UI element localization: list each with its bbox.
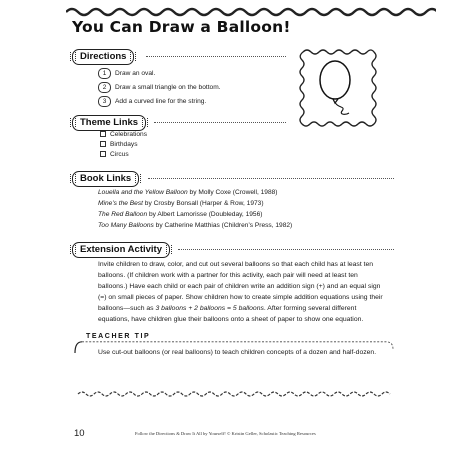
book-item <box>98 198 292 209</box>
directions-rule <box>146 56 286 57</box>
step-number: 3 <box>98 96 111 107</box>
step-text: Add a curved line for the string. <box>115 97 207 105</box>
book-title: The Red Balloon <box>98 211 148 218</box>
step-number: 1 <box>98 68 111 79</box>
theme-links-list <box>98 130 147 159</box>
checkbox-icon <box>100 151 106 157</box>
activity-equation: 3 balloons + 2 balloons = 5 balloons <box>155 305 264 312</box>
step-text: Draw an oval. <box>115 69 156 77</box>
step-item <box>98 80 221 94</box>
step-number: 2 <box>98 82 111 93</box>
page-number: 10 <box>74 428 85 439</box>
balloon-illustration <box>298 48 378 128</box>
book-links-heading: Book Links <box>72 171 139 187</box>
theme-link-text: Circus <box>110 150 129 158</box>
book-item <box>98 220 292 231</box>
book-details: by Crosby Bonsall (Harper & Row, 1973) <box>142 200 264 207</box>
list-item <box>98 150 147 160</box>
extension-activity-text <box>98 259 386 325</box>
checkbox-icon <box>100 131 106 137</box>
directions-heading: Directions <box>72 49 134 65</box>
book-title: Mine’s the Best <box>98 200 143 207</box>
step-item <box>98 94 221 108</box>
teacher-tip-text: Use cut-out balloons (or real balloons) to teach children concepts of a dozen and half-dozen. <box>98 349 377 356</box>
balloon-oval <box>320 61 350 99</box>
book-title: Louella and the Yellow Balloon <box>98 189 188 196</box>
theme-links-heading: Theme Links <box>72 115 146 131</box>
balloon-string <box>336 103 350 114</box>
step-item <box>98 66 221 80</box>
extension-activity-rule <box>178 249 394 250</box>
list-item <box>98 140 147 150</box>
book-details: by Molly Coxe (Crowell, 1988) <box>187 189 278 196</box>
book-title: Too Many Balloons <box>98 222 154 229</box>
step-text: Draw a small triangle on the bottom. <box>115 83 221 91</box>
theme-link-text: Celebrations <box>110 131 148 139</box>
book-details: by Catherine Matthias (Children’s Press, 1982) <box>153 222 293 229</box>
directions-steps <box>98 66 221 108</box>
theme-links-rule <box>154 122 286 123</box>
book-links-list <box>98 187 292 231</box>
book-links-rule <box>148 178 394 179</box>
activity-text-part: Invite children to draw, color, and cut out several balloons so that each child has at least ten balloons. (If children work with a partner for this activity, each pair will need at least ten balloons.) Have each child or each pair of children write an addition sign (+) and an equal sign (=) on small pieces of paper. Show children how to create simple addition equations using their balloons—such as <box>98 261 383 312</box>
book-item <box>98 209 292 220</box>
wavy-top-rule <box>66 6 436 18</box>
page-title: You Can Draw a Balloon! <box>72 18 291 36</box>
footer-credit: Follow the Directions & Draw It All by Yourself! © Kristin Geller, Scholastic Teaching Resources <box>135 431 316 436</box>
activity-text-part: . After forming several different equations, have children glue their balloons onto a sheet of paper to show one equation. <box>98 305 364 323</box>
book-item <box>98 187 292 198</box>
book-details: by Albert Lamorisse (Doubleday, 1956) <box>147 211 263 218</box>
theme-link-text: Birthdays <box>110 141 138 149</box>
teacher-tip-heading: TEACHER TIP <box>82 333 154 340</box>
extension-activity-heading: Extension Activity <box>72 242 170 258</box>
list-item <box>98 130 147 140</box>
checkbox-icon <box>100 141 106 147</box>
